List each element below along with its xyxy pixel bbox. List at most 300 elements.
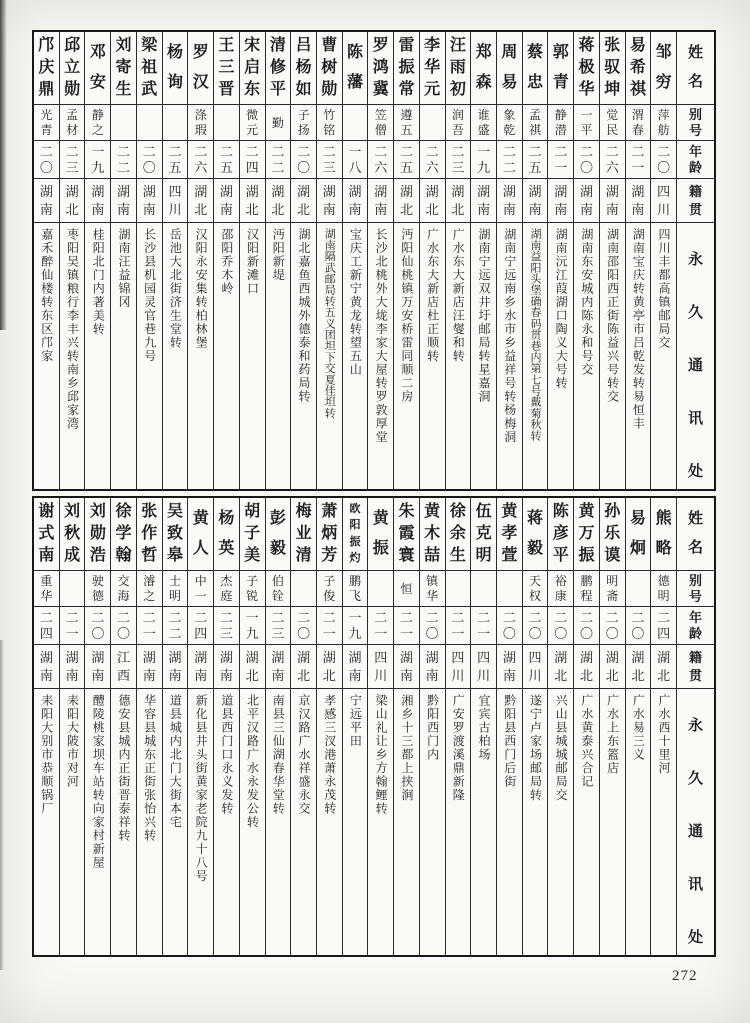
name-cell: 郭 青 bbox=[552, 44, 569, 91]
person-column bbox=[367, 498, 393, 955]
age-cell: 二 一 bbox=[137, 606, 162, 644]
person-column bbox=[84, 498, 110, 955]
address-text: 湖南益阳头堡确春码贯巷内第七号戴菊秋转 bbox=[529, 228, 542, 441]
address-text: 华容县城东正街张怡兴转 bbox=[142, 694, 157, 843]
address-text: 岳池大北街济生堂转 bbox=[168, 228, 183, 350]
alias-cell: 一 平 bbox=[574, 104, 599, 140]
native-place-cell: 湖 南 bbox=[111, 178, 136, 222]
name-cell: 宋 启 东 bbox=[244, 37, 261, 98]
native-place-cell: 湖 南 bbox=[523, 178, 548, 222]
address-cell bbox=[137, 222, 162, 489]
person-column bbox=[34, 32, 59, 489]
age-cell: 二 四 bbox=[240, 140, 265, 178]
header-address: 永 久 通 讯 处 bbox=[677, 222, 714, 489]
header-column bbox=[676, 498, 714, 955]
age-cell: 二 一 bbox=[548, 140, 573, 178]
name-cell: 徐 学 翰 bbox=[115, 503, 132, 564]
alias-cell: 明 斋 bbox=[600, 570, 625, 606]
alias-cell bbox=[626, 570, 651, 606]
address-cell bbox=[291, 222, 316, 489]
person-column bbox=[59, 32, 85, 489]
alias-cell: 子 俊 bbox=[317, 570, 342, 606]
address-text: 北平汉路广水永发公转 bbox=[245, 694, 260, 829]
person-column bbox=[650, 32, 676, 489]
alias-cell: 中 一 bbox=[188, 570, 213, 606]
age-cell: 二 四 bbox=[34, 606, 59, 644]
address-cell bbox=[446, 222, 471, 489]
native-place-cell: 湖 南 bbox=[137, 644, 162, 688]
address-text: 南县三仙湖春华堂转 bbox=[271, 694, 286, 816]
person-column bbox=[496, 32, 522, 489]
person-column bbox=[239, 32, 265, 489]
alias-cell: 濬 之 bbox=[137, 570, 162, 606]
name-cell: 梁 祖 武 bbox=[141, 37, 158, 98]
native-place-cell: 湖 北 bbox=[266, 178, 291, 222]
address-cell bbox=[574, 688, 599, 955]
name-cell: 黄 人 bbox=[192, 510, 209, 557]
name-cell: 朱 霞 寰 bbox=[398, 503, 415, 564]
address-cell bbox=[523, 688, 548, 955]
age-cell: 一 九 bbox=[471, 140, 496, 178]
scan-artifact-left-lower bbox=[0, 640, 4, 970]
address-text: 孝感三汊港萧永茂转 bbox=[322, 694, 337, 816]
alias-cell: 渭 春 bbox=[626, 104, 651, 140]
age-cell: 二 六 bbox=[420, 140, 445, 178]
person-column bbox=[573, 498, 599, 955]
age-cell: 二 三 bbox=[60, 140, 85, 178]
native-place-cell: 湖 南 bbox=[497, 178, 522, 222]
address-text: 广水东大新店汪燮和转 bbox=[451, 228, 466, 363]
native-place-cell: 湖 南 bbox=[266, 644, 291, 688]
header-name: 姓 名 bbox=[687, 511, 703, 556]
age-cell: 二 〇 bbox=[600, 606, 625, 644]
age-cell: 二 三 bbox=[446, 140, 471, 178]
alias-cell bbox=[368, 570, 393, 606]
address-text: 嘉禾醉仙楼转东区邝家 bbox=[39, 228, 54, 363]
address-text: 广水东大新店杜正顺转 bbox=[425, 228, 440, 363]
name-cell: 黄 木 喆 bbox=[424, 503, 441, 564]
alias-cell: 竹 铭 bbox=[317, 104, 342, 140]
name-cell: 刘 勋 浩 bbox=[89, 503, 106, 564]
age-cell: 一 九 bbox=[240, 606, 265, 644]
alias-cell bbox=[111, 104, 136, 140]
address-text: 沔阳仙桃镇万安桥雷同顺二房 bbox=[399, 228, 414, 404]
address-cell bbox=[214, 688, 239, 955]
name-cell: 杨 英 bbox=[218, 510, 235, 557]
person-column bbox=[84, 32, 110, 489]
name-cell: 李 华 元 bbox=[424, 37, 441, 98]
native-place-cell: 湖 南 bbox=[214, 178, 239, 222]
native-place-cell: 湖 北 bbox=[188, 178, 213, 222]
native-place-cell: 湖 北 bbox=[626, 644, 651, 688]
age-cell: 二 一 bbox=[368, 606, 393, 644]
directory-table-top bbox=[32, 30, 716, 491]
person-column bbox=[290, 32, 316, 489]
person-column bbox=[290, 498, 316, 955]
address-text: 湖南隔武邮局转五义团坦下交夏佳坦转 bbox=[323, 228, 336, 419]
address-text: 湘乡十三都上挟涧 bbox=[399, 694, 414, 802]
person-column bbox=[187, 498, 213, 955]
address-cell bbox=[497, 688, 522, 955]
name-cell: 易 炯 bbox=[629, 510, 646, 557]
name-cell: 罗 汉 bbox=[192, 44, 209, 91]
address-cell bbox=[60, 688, 85, 955]
address-text: 广安罗渡溪鼎新隆 bbox=[451, 694, 466, 802]
native-place-cell: 湖 南 bbox=[85, 178, 110, 222]
alias-cell bbox=[60, 570, 85, 606]
address-text: 桂阳北门内著美转 bbox=[91, 228, 106, 336]
person-column bbox=[239, 498, 265, 955]
address-text: 四川丰都高镇邮局交 bbox=[657, 228, 672, 350]
person-column bbox=[419, 32, 445, 489]
address-cell bbox=[626, 222, 651, 489]
address-text: 湖南东安城内陈永和号交 bbox=[579, 228, 594, 377]
address-cell bbox=[343, 222, 368, 489]
native-place-cell: 湖 北 bbox=[600, 644, 625, 688]
age-cell: 二 三 bbox=[317, 140, 342, 178]
name-cell: 黄 万 振 bbox=[578, 503, 595, 564]
age-cell: 二 一 bbox=[626, 140, 651, 178]
native-place-cell: 湖 南 bbox=[85, 644, 110, 688]
address-text: 广水西十里河 bbox=[657, 694, 672, 775]
address-cell bbox=[291, 688, 316, 955]
alias-cell: 遵 五 bbox=[394, 104, 419, 140]
address-text: 黔阳西门内 bbox=[425, 694, 440, 762]
name-cell: 王 三 晋 bbox=[218, 37, 235, 98]
alias-cell: 孟 祺 bbox=[523, 104, 548, 140]
address-text: 德安县城内正街晋泰祥转 bbox=[116, 694, 131, 843]
address-text: 沔阳新堤 bbox=[271, 228, 286, 282]
name-cell: 吕 杨 如 bbox=[295, 37, 312, 98]
alias-cell: 伯 铨 bbox=[266, 570, 291, 606]
native-place-cell: 湖 北 bbox=[394, 178, 419, 222]
address-cell bbox=[188, 688, 213, 955]
age-cell: 二 〇 bbox=[651, 140, 676, 178]
alias-cell bbox=[420, 104, 445, 140]
age-cell: 一 九 bbox=[343, 606, 368, 644]
name-cell: 吴 致 皋 bbox=[166, 503, 183, 564]
address-text: 宝庆工新宁黄龙转望五山 bbox=[348, 228, 363, 377]
header-age: 年 龄 bbox=[677, 140, 714, 178]
native-place-cell: 湖 南 bbox=[317, 178, 342, 222]
address-text: 黔阳县西门后街 bbox=[502, 694, 517, 789]
address-text: 汉阳永安集转柏林堡 bbox=[194, 228, 209, 350]
address-text: 京汉路广水祥盛永交 bbox=[296, 694, 311, 816]
native-place-cell: 湖 北 bbox=[291, 178, 316, 222]
address-cell bbox=[34, 688, 59, 955]
age-cell: 二 〇 bbox=[497, 606, 522, 644]
name-cell: 萧 炳 芳 bbox=[321, 503, 338, 564]
name-cell: 刘 寄 生 bbox=[115, 37, 132, 98]
age-cell: 二 〇 bbox=[548, 606, 573, 644]
person-column bbox=[34, 498, 59, 955]
alias-cell: 重 华 bbox=[34, 570, 59, 606]
address-cell bbox=[368, 222, 393, 489]
directory-table-bottom bbox=[32, 496, 716, 957]
age-cell: 一 九 bbox=[85, 140, 110, 178]
name-cell: 陈 彦 平 bbox=[552, 503, 569, 564]
address-text: 汉阳新滩口 bbox=[245, 228, 260, 296]
age-cell: 二 一 bbox=[446, 606, 471, 644]
address-text: 邵阳乔木岭 bbox=[219, 228, 234, 296]
person-column bbox=[136, 32, 162, 489]
address-text: 广水上东篕店 bbox=[605, 694, 620, 775]
address-text: 遂宁卢家场邮局转 bbox=[528, 694, 543, 802]
address-cell bbox=[651, 688, 676, 955]
address-cell bbox=[420, 222, 445, 489]
address-text: 湖南沅江葭湖口陶义大号转 bbox=[554, 228, 569, 390]
native-place-cell: 湖 北 bbox=[317, 644, 342, 688]
age-cell: 二 〇 bbox=[291, 606, 316, 644]
alias-cell bbox=[471, 570, 496, 606]
person-column bbox=[110, 32, 136, 489]
age-cell: 二 一 bbox=[317, 606, 342, 644]
alias-cell bbox=[137, 104, 162, 140]
alias-cell bbox=[163, 104, 188, 140]
name-cell: 邹 穷 bbox=[655, 44, 672, 91]
native-place-cell: 湖 北 bbox=[291, 644, 316, 688]
name-cell: 郑 森 bbox=[475, 44, 492, 91]
person-column bbox=[110, 498, 136, 955]
person-column bbox=[316, 498, 342, 955]
name-cell: 蒋 极 华 bbox=[578, 37, 595, 98]
address-text: 湖北嘉鱼西城外德泰和药局转 bbox=[296, 228, 311, 404]
address-cell bbox=[163, 222, 188, 489]
header-address: 永 久 通 讯 处 bbox=[677, 688, 714, 955]
address-cell bbox=[111, 222, 136, 489]
age-cell: 二 四 bbox=[651, 606, 676, 644]
native-place-cell: 四 川 bbox=[651, 178, 676, 222]
alias-cell: 萍 舫 bbox=[651, 104, 676, 140]
address-cell bbox=[266, 688, 291, 955]
alias-cell: 润 吾 bbox=[446, 104, 471, 140]
address-text: 道县城内北门大街本宅 bbox=[168, 694, 183, 829]
age-cell: 二 〇 bbox=[291, 140, 316, 178]
name-cell: 周 易 bbox=[501, 44, 518, 91]
alias-cell bbox=[343, 104, 368, 140]
address-cell bbox=[60, 222, 85, 489]
person-column bbox=[316, 32, 342, 489]
person-column bbox=[650, 498, 676, 955]
address-text: 湖南汪益锦冈 bbox=[116, 228, 131, 309]
person-column bbox=[419, 498, 445, 955]
address-cell bbox=[394, 688, 419, 955]
name-cell: 陈 藩 bbox=[347, 44, 364, 91]
native-place-cell: 湖 南 bbox=[394, 644, 419, 688]
alias-cell: 士 明 bbox=[163, 570, 188, 606]
person-column bbox=[547, 498, 573, 955]
address-cell bbox=[574, 222, 599, 489]
person-column bbox=[393, 32, 419, 489]
address-cell bbox=[497, 222, 522, 489]
person-column bbox=[265, 498, 291, 955]
alias-cell: 天 权 bbox=[523, 570, 548, 606]
header-alias: 别 号 bbox=[677, 104, 714, 140]
age-cell: 二 五 bbox=[523, 140, 548, 178]
alias-cell: 镇 华 bbox=[420, 570, 445, 606]
address-cell bbox=[600, 222, 625, 489]
person-column bbox=[342, 32, 368, 489]
address-cell bbox=[471, 688, 496, 955]
age-cell: 二 六 bbox=[188, 140, 213, 178]
name-cell: 黄 振 bbox=[372, 510, 389, 557]
native-place-cell: 湖 南 bbox=[368, 178, 393, 222]
person-column bbox=[265, 32, 291, 489]
age-cell: 一 八 bbox=[343, 140, 368, 178]
header-column bbox=[676, 32, 714, 489]
person-column bbox=[136, 498, 162, 955]
person-column bbox=[213, 32, 239, 489]
age-cell: 二 〇 bbox=[523, 606, 548, 644]
native-place-cell: 四 川 bbox=[471, 644, 496, 688]
native-place-cell: 四 川 bbox=[163, 178, 188, 222]
native-place-cell: 湖 北 bbox=[548, 644, 573, 688]
address-text: 枣阳吴镇粮行李丰兴转南乡邱家湾 bbox=[65, 228, 80, 431]
name-cell: 梅 业 清 bbox=[295, 503, 312, 564]
native-place-cell: 湖 南 bbox=[163, 644, 188, 688]
address-cell bbox=[626, 688, 651, 955]
age-cell: 二 〇 bbox=[574, 606, 599, 644]
person-column bbox=[470, 498, 496, 955]
name-cell: 刘 秋 成 bbox=[64, 503, 81, 564]
address-text: 湖南宁远双井圩邮局转星嘉洞 bbox=[477, 228, 491, 404]
name-cell: 邓 安 bbox=[89, 44, 106, 91]
person-column bbox=[547, 32, 573, 489]
native-place-cell: 湖 北 bbox=[420, 178, 445, 222]
person-column bbox=[522, 32, 548, 489]
native-place-cell: 四 川 bbox=[523, 644, 548, 688]
person-column bbox=[213, 498, 239, 955]
native-place-cell: 湖 南 bbox=[343, 644, 368, 688]
alias-cell: 静 之 bbox=[85, 104, 110, 140]
alias-cell bbox=[214, 104, 239, 140]
address-text: 长沙北桃外大垅李家大屋转罗敦厚堂 bbox=[374, 228, 389, 444]
address-cell bbox=[163, 688, 188, 955]
age-cell: 二 六 bbox=[600, 140, 625, 178]
address-cell bbox=[137, 688, 162, 955]
alias-cell: 杰 庭 bbox=[214, 570, 239, 606]
age-cell: 二 〇 bbox=[420, 606, 445, 644]
person-column bbox=[599, 498, 625, 955]
age-cell: 二 四 bbox=[188, 606, 213, 644]
age-cell: 二 二 bbox=[266, 140, 291, 178]
address-cell bbox=[266, 222, 291, 489]
native-place-cell: 湖 南 bbox=[60, 644, 85, 688]
name-cell: 张 驭 坤 bbox=[604, 37, 621, 98]
address-text: 兴山县城城邮局交 bbox=[554, 694, 569, 802]
address-cell bbox=[111, 688, 136, 955]
person-column bbox=[162, 32, 188, 489]
name-cell: 杨 询 bbox=[166, 44, 183, 91]
address-cell bbox=[446, 688, 471, 955]
address-text: 长沙县机园灵官巷九号 bbox=[142, 228, 157, 363]
person-column bbox=[496, 498, 522, 955]
native-place-cell: 江 西 bbox=[111, 644, 136, 688]
native-place-cell: 四 川 bbox=[368, 644, 393, 688]
name-cell: 邝 庆 鼎 bbox=[38, 37, 55, 98]
name-cell: 邱 立 勋 bbox=[64, 37, 81, 98]
address-cell bbox=[85, 222, 110, 489]
address-text: 广水易三义 bbox=[631, 694, 646, 762]
person-column bbox=[625, 32, 651, 489]
native-place-cell: 湖 南 bbox=[471, 178, 496, 222]
name-cell: 雷 振 常 bbox=[398, 37, 415, 98]
header-alias: 别 号 bbox=[677, 570, 714, 606]
name-cell: 谢 式 南 bbox=[38, 503, 55, 564]
person-column bbox=[625, 498, 651, 955]
name-cell: 蒋 毅 bbox=[527, 510, 544, 557]
person-column bbox=[445, 498, 471, 955]
alias-cell: 鹏 飞 bbox=[343, 570, 368, 606]
address-cell bbox=[600, 688, 625, 955]
person-column bbox=[162, 498, 188, 955]
name-cell: 熊 略 bbox=[655, 510, 672, 557]
name-cell: 汪 雨 初 bbox=[449, 37, 466, 98]
age-cell: 二 三 bbox=[214, 606, 239, 644]
address-text: 梁山礼让乡方翰鲤转 bbox=[374, 694, 389, 816]
alias-cell bbox=[446, 570, 471, 606]
alias-cell: 子 扬 bbox=[291, 104, 316, 140]
address-cell bbox=[343, 688, 368, 955]
person-column bbox=[522, 498, 548, 955]
address-cell bbox=[523, 222, 548, 489]
native-place-cell: 四 川 bbox=[446, 644, 471, 688]
scan-artifact-left bbox=[0, 0, 7, 330]
alias-cell: 静 潜 bbox=[548, 104, 573, 140]
age-cell: 二 五 bbox=[163, 140, 188, 178]
age-cell: 二 一 bbox=[394, 606, 419, 644]
native-place-cell: 湖 南 bbox=[420, 644, 445, 688]
alias-cell: 象 乾 bbox=[497, 104, 522, 140]
native-place-cell: 湖 北 bbox=[60, 178, 85, 222]
name-cell: 蔡 忠 bbox=[527, 44, 544, 91]
address-cell bbox=[471, 222, 496, 489]
age-cell: 二 五 bbox=[214, 140, 239, 178]
address-text: 广水黄泰兴合记 bbox=[579, 694, 594, 789]
alias-cell: 光 青 bbox=[34, 104, 59, 140]
age-cell: 二 五 bbox=[394, 140, 419, 178]
native-place-cell: 湖 南 bbox=[343, 178, 368, 222]
name-cell: 徐 余 生 bbox=[449, 503, 466, 564]
name-cell: 黄 孝 萱 bbox=[501, 503, 518, 564]
native-place-cell: 湖 南 bbox=[600, 178, 625, 222]
alias-cell: 谁 盛 bbox=[471, 104, 496, 140]
alias-cell: 德 明 bbox=[651, 570, 676, 606]
name-cell: 彭 毅 bbox=[269, 510, 286, 557]
native-place-cell: 湖 南 bbox=[497, 644, 522, 688]
name-cell: 张 作 哲 bbox=[141, 503, 158, 564]
alias-cell: 孟 材 bbox=[60, 104, 85, 140]
name-cell: 清 修 平 bbox=[269, 37, 286, 98]
person-column bbox=[59, 498, 85, 955]
age-cell: 二 六 bbox=[368, 140, 393, 178]
address-text: 耒阳大陂市对河 bbox=[65, 694, 80, 789]
address-text: 耒阳大别市恭顺锅厂 bbox=[39, 694, 54, 816]
person-column bbox=[393, 498, 419, 955]
address-text: 宁远平田 bbox=[348, 694, 363, 748]
native-place-cell: 湖 北 bbox=[446, 178, 471, 222]
address-cell bbox=[317, 222, 342, 489]
age-cell: 二 二 bbox=[497, 140, 522, 178]
person-column bbox=[445, 32, 471, 489]
person-column bbox=[599, 32, 625, 489]
name-cell: 罗 鸿 冀 bbox=[372, 37, 389, 98]
age-cell: 二 一 bbox=[471, 606, 496, 644]
alias-cell: 鹏 程 bbox=[574, 570, 599, 606]
address-text: 湖南宁远南乡水市乡益祥号转杨梅洞 bbox=[502, 228, 517, 444]
header-name: 姓 名 bbox=[687, 45, 703, 90]
age-cell: 二 〇 bbox=[574, 140, 599, 178]
